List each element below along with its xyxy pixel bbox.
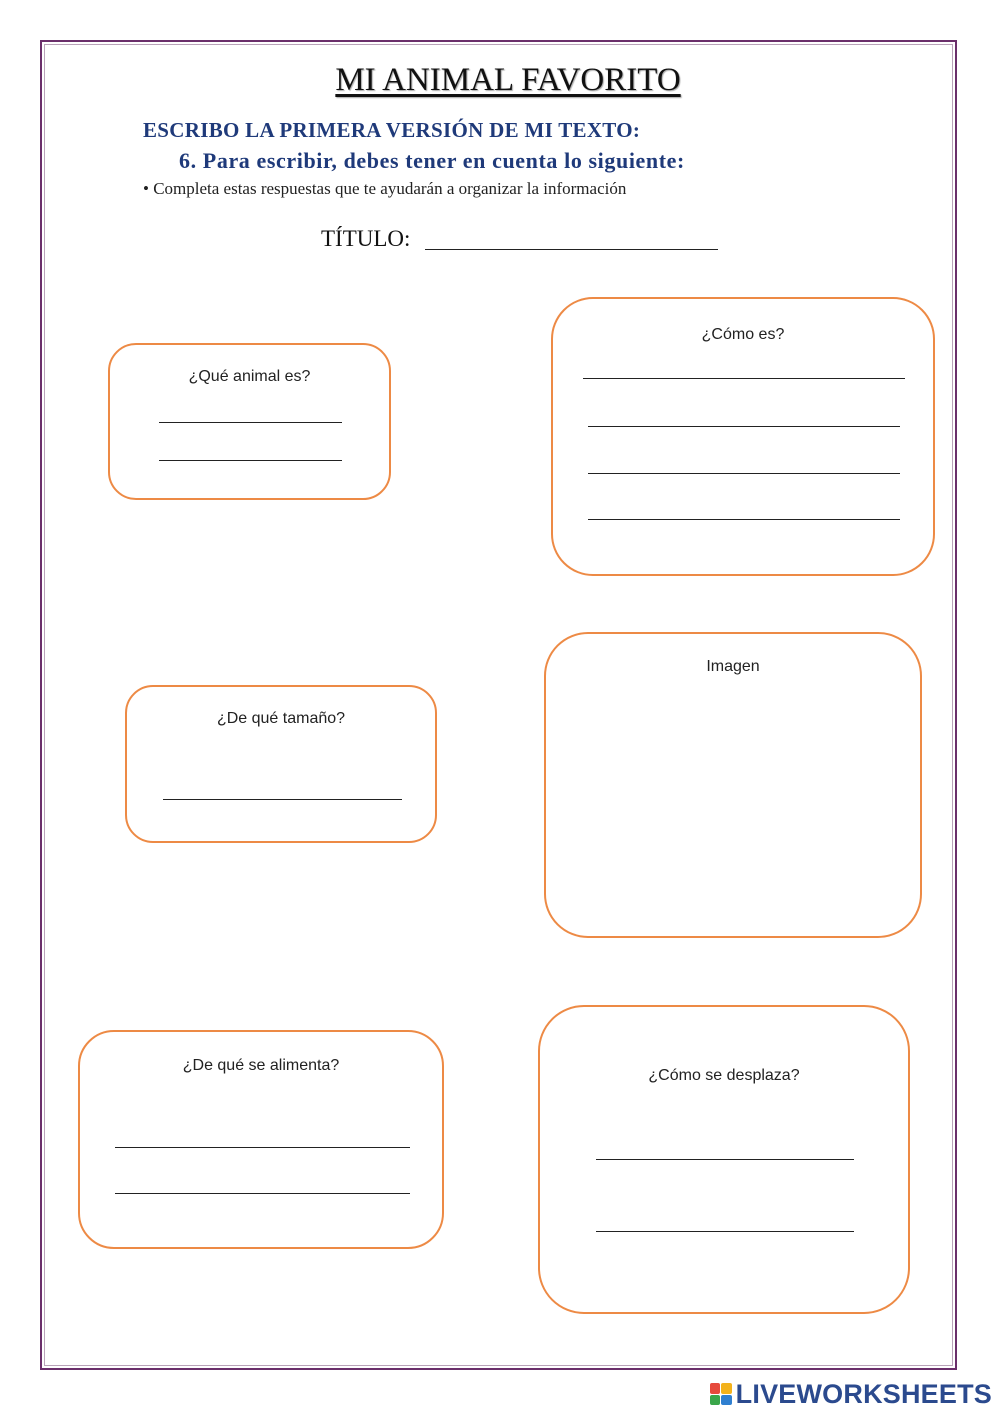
answer-line[interactable] [588, 473, 900, 474]
answer-line[interactable] [596, 1231, 854, 1232]
box-que-animal-label: ¿Qué animal es? [188, 368, 311, 385]
box-imagen[interactable] [544, 632, 922, 938]
titulo-answer-line[interactable] [425, 249, 718, 250]
liveworksheets-logo-icon [710, 1383, 732, 1405]
box-desplaza [538, 1005, 910, 1314]
box-imagen-label: Imagen [706, 658, 760, 675]
answer-line[interactable] [115, 1147, 410, 1148]
titulo-label: TÍTULO: [321, 226, 411, 251]
answer-line[interactable] [588, 519, 900, 520]
answer-line[interactable] [115, 1193, 410, 1194]
worksheet-title: MI ANIMAL FAVORITO [335, 62, 681, 98]
answer-line[interactable] [588, 426, 900, 427]
answer-line[interactable] [163, 799, 402, 800]
step-heading: 6. Para escribir, debes tener en cuenta lo siguiente: [179, 148, 685, 173]
answer-line[interactable] [159, 460, 342, 461]
box-alimenta [78, 1030, 444, 1249]
box-como-es-label: ¿Cómo es? [701, 326, 785, 343]
box-alimenta-label: ¿De qué se alimenta? [182, 1057, 340, 1074]
box-tamano [125, 685, 437, 843]
brand-name: LIVEWORKSHEETS [735, 1378, 992, 1409]
liveworksheets-brand [710, 1379, 992, 1409]
box-que-animal [108, 343, 391, 500]
instruction-text: • Completa estas respuestas que te ayudarán a organizar la información [143, 179, 627, 198]
box-como-es [551, 297, 935, 576]
answer-line[interactable] [583, 378, 905, 379]
answer-line[interactable] [596, 1159, 854, 1160]
answer-line[interactable] [159, 422, 342, 423]
section-heading: ESCRIBO LA PRIMERA VERSIÓN DE MI TEXTO: [143, 118, 641, 142]
box-tamano-label: ¿De qué tamaño? [216, 710, 346, 727]
box-desplaza-label: ¿Cómo se desplaza? [648, 1067, 800, 1084]
